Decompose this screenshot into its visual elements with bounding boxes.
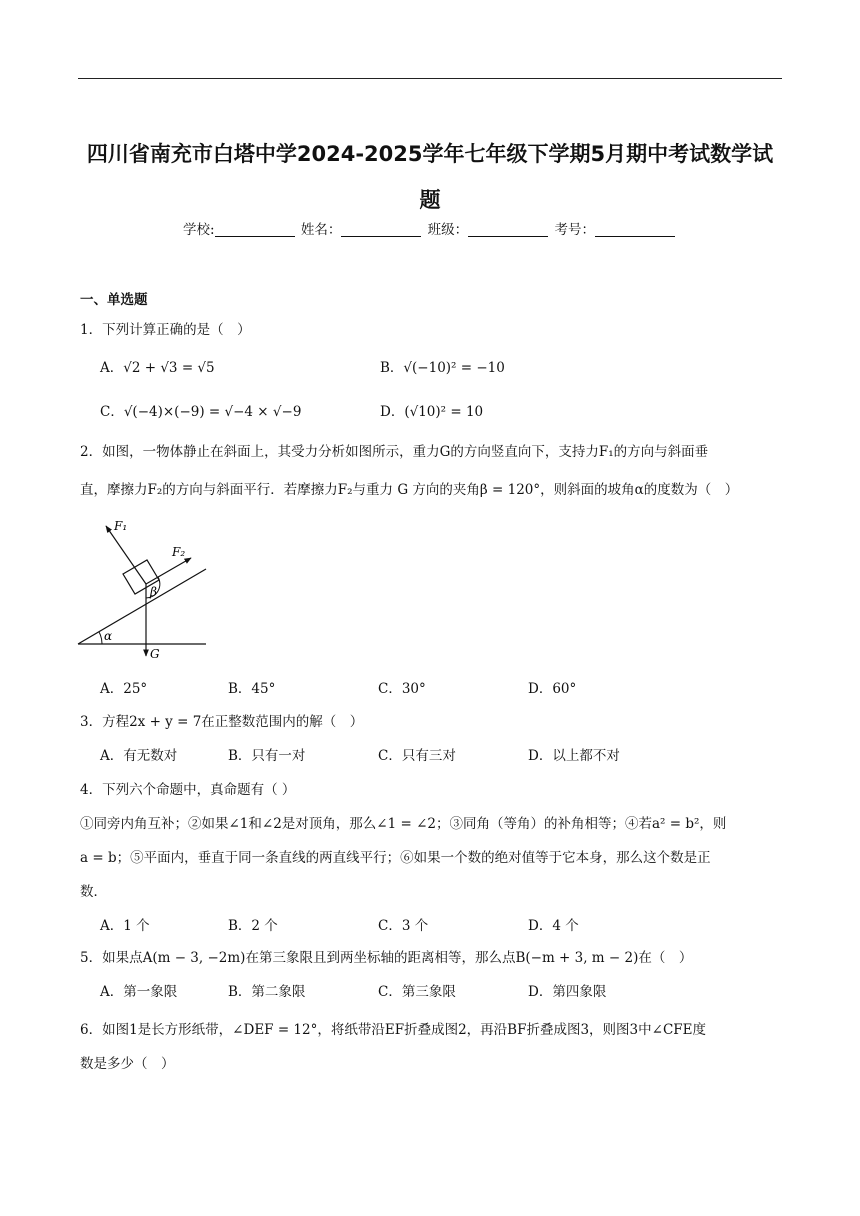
q2-option-d: D．60° [528,681,577,697]
slope-line [78,569,206,644]
q5-option-c: C．第三象限 [378,984,456,1000]
exam-no-blank[interactable] [595,222,675,237]
f2-label: F₂ [172,545,186,559]
q4-option-a: A．1 个 [100,918,150,934]
q4-body-line1: ①同旁内角互补；②如果∠1和∠2是对顶角，那么∠1 = ∠2；③同角（等角）的补角相等；④若a² = b²，则 [80,816,727,832]
q2-stem-line2: 直，摩擦力F₂的方向与斜面平行．若摩擦力F₂与重力 G 方向的夹角β = 120°，则斜面的坡角α的度数为（ ） [80,482,739,498]
f1-label: F₁ [114,519,128,533]
q4-option-b: B．2 个 [228,918,278,934]
alpha-label: α [104,629,113,643]
q1-stem: 1．下列计算正确的是（ ） [80,322,251,338]
f2-arrow [146,558,191,584]
exam-no-label: 考号： [554,222,595,238]
name-blank[interactable] [341,222,421,237]
student-info-row [0,218,860,238]
q2-option-a: A．25° [100,681,148,697]
q1-option-a: A．√2 + √3 = √5 [100,360,215,376]
g-label: G [150,647,160,661]
class-label: 班级： [427,222,469,238]
q2-stem-line1: 2．如图，一物体静止在斜面上，其受力分析如图所示，重力G的方向竖直向下，支持力F₁的方向与斜面垂 [80,444,709,460]
page-title-line2: 题 [419,188,441,212]
inclined-plane-figure [74,516,214,661]
q1-option-d: D．(√10)² = 10 [380,404,484,420]
q4-option-d: D．4 个 [528,918,579,934]
q6-stem-line2: 数是多少（ ） [80,1056,175,1072]
q5-option-a: A．第一象限 [100,984,178,1000]
name-label: 姓名： [300,222,342,238]
q1-option-b: B．√(−10)² = −10 [380,360,505,376]
q3-option-c: C．只有三对 [378,748,456,764]
q3-stem: 3．方程2x + y = 7在正整数范围内的解（ ） [80,714,364,730]
q3-option-a: A．有无数对 [100,748,178,764]
alpha-arc [99,632,102,644]
q2-option-c: C．30° [378,681,426,697]
q5-stem: 5．如果点A(m − 3, −2m)在第三象限且到两坐标轴的距离相等，那么点B(−m + 3, m − 2)在（ ） [80,950,693,966]
f1-arrow [106,526,146,584]
section-heading: 一、单选题 [80,292,148,308]
header-rule [78,78,782,79]
q4-stem: 4．下列六个命题中，真命题有（ ） [80,782,296,798]
class-blank[interactable] [468,222,548,237]
beta-label: β [150,585,157,599]
q4-body-line2: a = b；⑤平面内，垂直于同一条直线的两直线平行；⑥如果一个数的绝对值等于它本身，那么这个数是正 [80,850,711,866]
q4-option-c: C．3 个 [378,918,429,934]
q3-option-b: B．只有一对 [228,748,306,764]
q5-option-d: D．第四象限 [528,984,607,1000]
q4-body-line3: 数． [80,884,107,900]
school-label: 学校: [183,222,215,238]
school-blank[interactable] [215,222,295,237]
q3-option-d: D．以上都不对 [528,748,620,764]
q2-option-b: B．45° [228,681,276,697]
q5-option-b: B．第二象限 [228,984,306,1000]
q1-option-c: C．√(−4)×(−9) = √−4 × √−9 [100,404,302,420]
page-title-line1: 四川省南充市白塔中学2024-2025学年七年级下学期5月期中考试数学试 [86,142,774,166]
q6-stem-line1: 6．如图1是长方形纸带，∠DEF = 12°，将纸带沿EF折叠成图2，再沿BF折叠成图3，则图3中∠CFE度 [80,1022,706,1038]
